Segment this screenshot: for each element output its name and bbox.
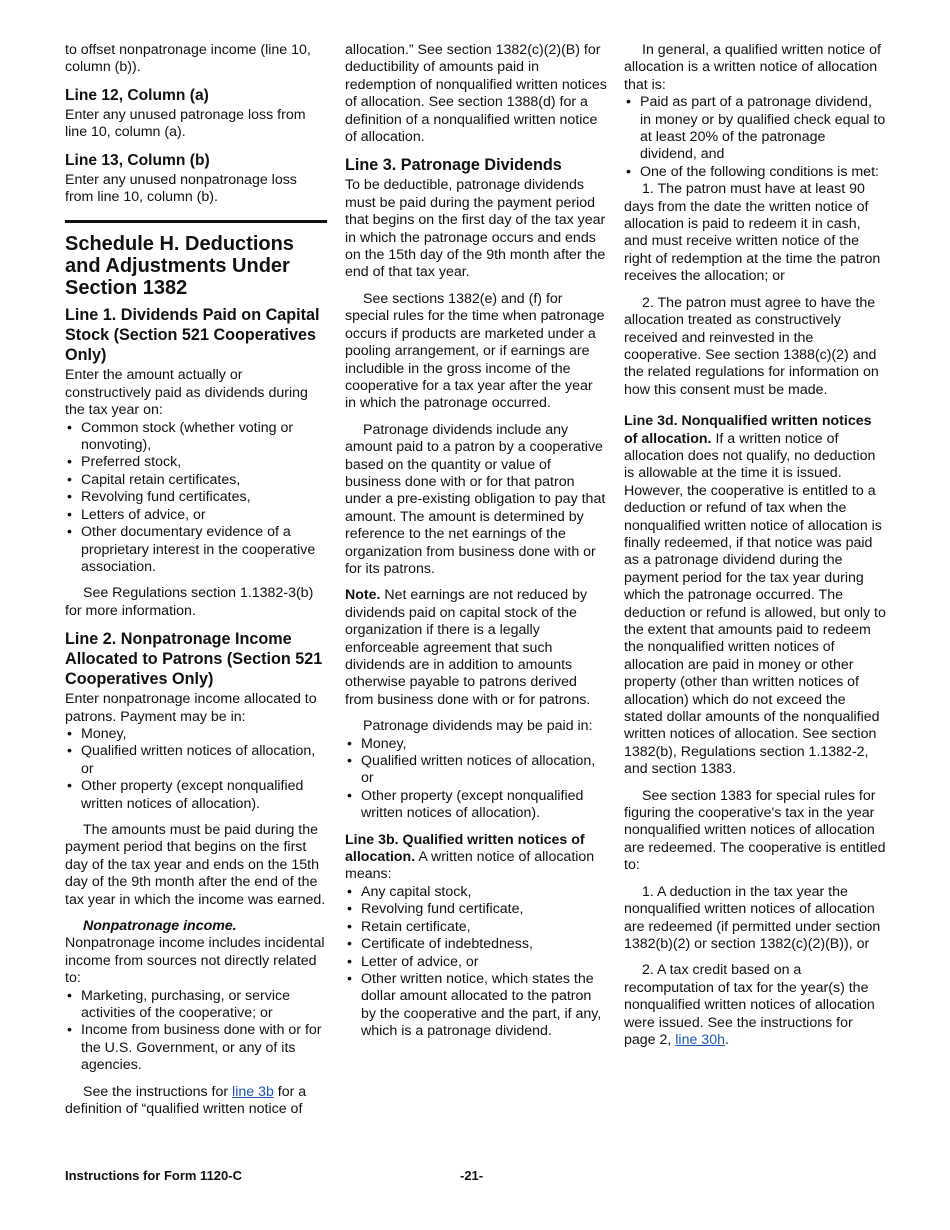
line1-list — [65, 420, 327, 577]
schedule-h-title: Schedule H. Deductions and Adjustments Under Section 1382 — [65, 220, 327, 299]
line-30h-link[interactable]: line 30h — [675, 1031, 725, 1048]
line2-list — [65, 726, 327, 813]
list-item: • Certificate of indebtedness, — [345, 936, 607, 953]
entitlement-1: 1. A deduction in the tax year the nonqualified written notices of allocation are redeemed (if permitted under section 1382(b)(2) or section 1382(c)(2)(B)), or — [624, 883, 881, 952]
line3-heading: Line 3. Patronage Dividends — [345, 156, 562, 175]
list-item: • Any capital stock, — [345, 884, 607, 901]
paragraph: See section 1383 for special rules for figuring the cooperative's tax in the year nonqualified written notices of allocation are redeemed. The cooperative is entitled to: — [624, 787, 886, 874]
paragraph: See the instructions for line 3b for a definition of “qualified written notice of — [65, 1083, 307, 1118]
footer-page-number: -21- — [460, 1168, 484, 1183]
line13-heading: Line 13, Column (b) — [65, 151, 210, 169]
list-item: • Revolving fund certificate, — [345, 901, 607, 918]
list-item: • Capital retain certificates, — [65, 472, 327, 489]
paragraph: Patronage dividends include any amount paid to a patron by a cooperative based on the quantity or value of business done with or for that patron under a pre-existing obligation to pay that amount. The amount is determined by reference to the net earnings of the organization from business done with or for its patrons. — [345, 421, 606, 577]
paragraph: Enter any unused patronage loss from line 10, column (a). — [65, 106, 306, 141]
line12-heading: Line 12, Column (a) — [65, 86, 209, 104]
paragraph: In general, a qualified written notice of allocation is a written notice of allocation that is: — [624, 42, 881, 93]
list-item: • Money, — [65, 726, 327, 743]
line3b-list — [345, 884, 607, 1041]
paragraph: to offset nonpatronage income (line 10, column (b)). — [65, 42, 311, 76]
nonpatronage-list — [65, 988, 327, 1075]
list-item: • Paid as part of a patronage dividend, in money or by qualified check equal to at least 20% of the patronage dividend, and — [624, 94, 886, 164]
line3b-heading: Line 3b. Qualified written notices of allocation. — [345, 831, 585, 866]
list-item: • Retain certificate, — [345, 919, 607, 936]
list-item: • Letters of advice, or — [65, 507, 327, 524]
list-item: • Qualified written notices of allocation, or — [65, 743, 327, 778]
condition-2: 2. The patron must agree to have the allocation treated as constructively received and reinvested in the cooperative. See section 1388(c)(2) and the related regulations for information on how this consent must be made. — [624, 294, 879, 398]
paragraph: See sections 1382(e) and (f) for special rules for the time when patronage occurs if products are marketed under a pooling arrangement, or if earnings are includible in the gross income of the cooperative for a tax year after the year in which the patronage occurred. — [345, 290, 605, 412]
line3d-heading: Line 3d. Nonqualified written notices of allocation. — [624, 413, 872, 447]
paragraph: Enter nonpatronage income allocated to patrons. Payment may be in: — [65, 691, 317, 725]
line-3b-link[interactable]: line 3b — [232, 1083, 274, 1100]
nonpatronage-label: Nonpatronage income. — [83, 918, 237, 934]
list-item: • Income from business done with or for the U.S. Government, or any of its agencies. — [65, 1022, 327, 1074]
list-item: • Other property (except nonqualified written notices of allocation). — [65, 778, 327, 813]
list-item: • Money, — [345, 736, 607, 753]
line2-heading: Line 2. Nonpatronage Income Allocated to Patrons (Section 521 Cooperatives Only) — [65, 630, 323, 689]
paragraph: Enter the amount actually or constructively paid as dividends during the tax year on: — [65, 367, 308, 419]
list-item: • Letter of advice, or — [345, 954, 607, 971]
note-label: Note. — [345, 587, 381, 604]
condition-1: 1. The patron must have at least 90 days from the date the written notice of allocation is paid to redeem it in cash, and must receive written notice of the right of redemption at the time the patron receives the allocation; or — [624, 181, 881, 285]
list-item: • Preferred stock, — [65, 454, 327, 471]
paragraph: allocation.” See section 1382(c)(2)(B) for deductibility of amounts paid in redemption of nonqualified written notices of allocation. See section 1388(d) for a definition of a nonqualified written notice of allocation. — [345, 42, 607, 146]
general-list — [624, 94, 886, 181]
paid-list — [345, 736, 607, 823]
paragraph: Enter any unused nonpatronage loss from line 10, column (b). — [65, 171, 297, 206]
paragraph: Nonpatronage income includes incidental income from sources not directly related to: — [65, 935, 325, 987]
paragraph: The amounts must be paid during the payment period that begins on the first day of the tax year and ends on the 15th day of the 9th month after the end of the tax year in which the income was earned. — [65, 821, 326, 908]
list-item: • Revolving fund certificates, — [65, 489, 327, 506]
column-middle — [345, 42, 607, 1041]
paragraph: See Regulations section 1.1382-3(b) for more information. — [65, 585, 314, 619]
list-item: • Qualified written notices of allocation, or — [345, 753, 607, 788]
paragraph: Patronage dividends may be paid in: — [363, 718, 593, 735]
list-item: • One of the following conditions is met: — [624, 164, 886, 181]
footer-form-name: Instructions for Form 1120-C — [65, 1168, 242, 1183]
entitlement-2: 2. A tax credit based on a recomputation of tax for the year(s) the nonqualified written notices of allocation were issued. See the instructions for page 2, line 30h. — [624, 962, 875, 1048]
line1-heading: Line 1. Dividends Paid on Capital Stock (Section 521 Cooperatives Only) — [65, 306, 320, 365]
list-item: • Marketing, purchasing, or service activities of the cooperative; or — [65, 988, 327, 1023]
column-left — [65, 42, 327, 1127]
line3b-paragraph: Line 3b. Qualified written notices of allocation. A written notice of allocation means: — [345, 831, 595, 883]
paragraph: To be deductible, patronage dividends must be paid during the payment period that begins on the first day of the tax year in which the patronage occurs and ends on the 15th day of the 9th month after the end of that tax year. — [345, 177, 606, 281]
list-item: • Other property (except nonqualified written notices of allocation). — [345, 788, 607, 823]
column-right — [624, 42, 886, 1058]
list-item: • Common stock (whether voting or nonvoting), — [65, 420, 327, 455]
note-paragraph: Note. Net earnings are not reduced by dividends paid on capital stock of the organization if there is a legally enforceable agreement that such dividends are in addition to amounts otherwise payable to patrons derived from business done with or for patrons. — [345, 587, 591, 708]
line3d-paragraph: Line 3d. Nonqualified written notices of allocation. If a written notice of allocation does not qualify, no deduction is allowable at the time it is issued. However, the cooperative is entitled to a deduction or refund of tax when the nonqualified written notice of allocation is finally redeemed, if that notice was paid as a patronage dividend during the payment period for the tax year during which the patronage occurred. The deduction or refund is allowed, but only to the extent that amounts paid to redeem the nonqualified written notices of allocation are paid in money or other property (other than written notices of allocation) which do not exceed the stated dollar amounts of the nonqualified written notices of allocation. See section 1382(b), Regulations section 1.1382-2, and section 1383. — [624, 413, 886, 778]
list-item: • Other documentary evidence of a proprietary interest in the cooperative association. — [65, 524, 327, 576]
list-item: • Other written notice, which states the dollar amount allocated to the patron by the cooperative and the part, if any, which is a patronage dividend. — [345, 971, 607, 1041]
